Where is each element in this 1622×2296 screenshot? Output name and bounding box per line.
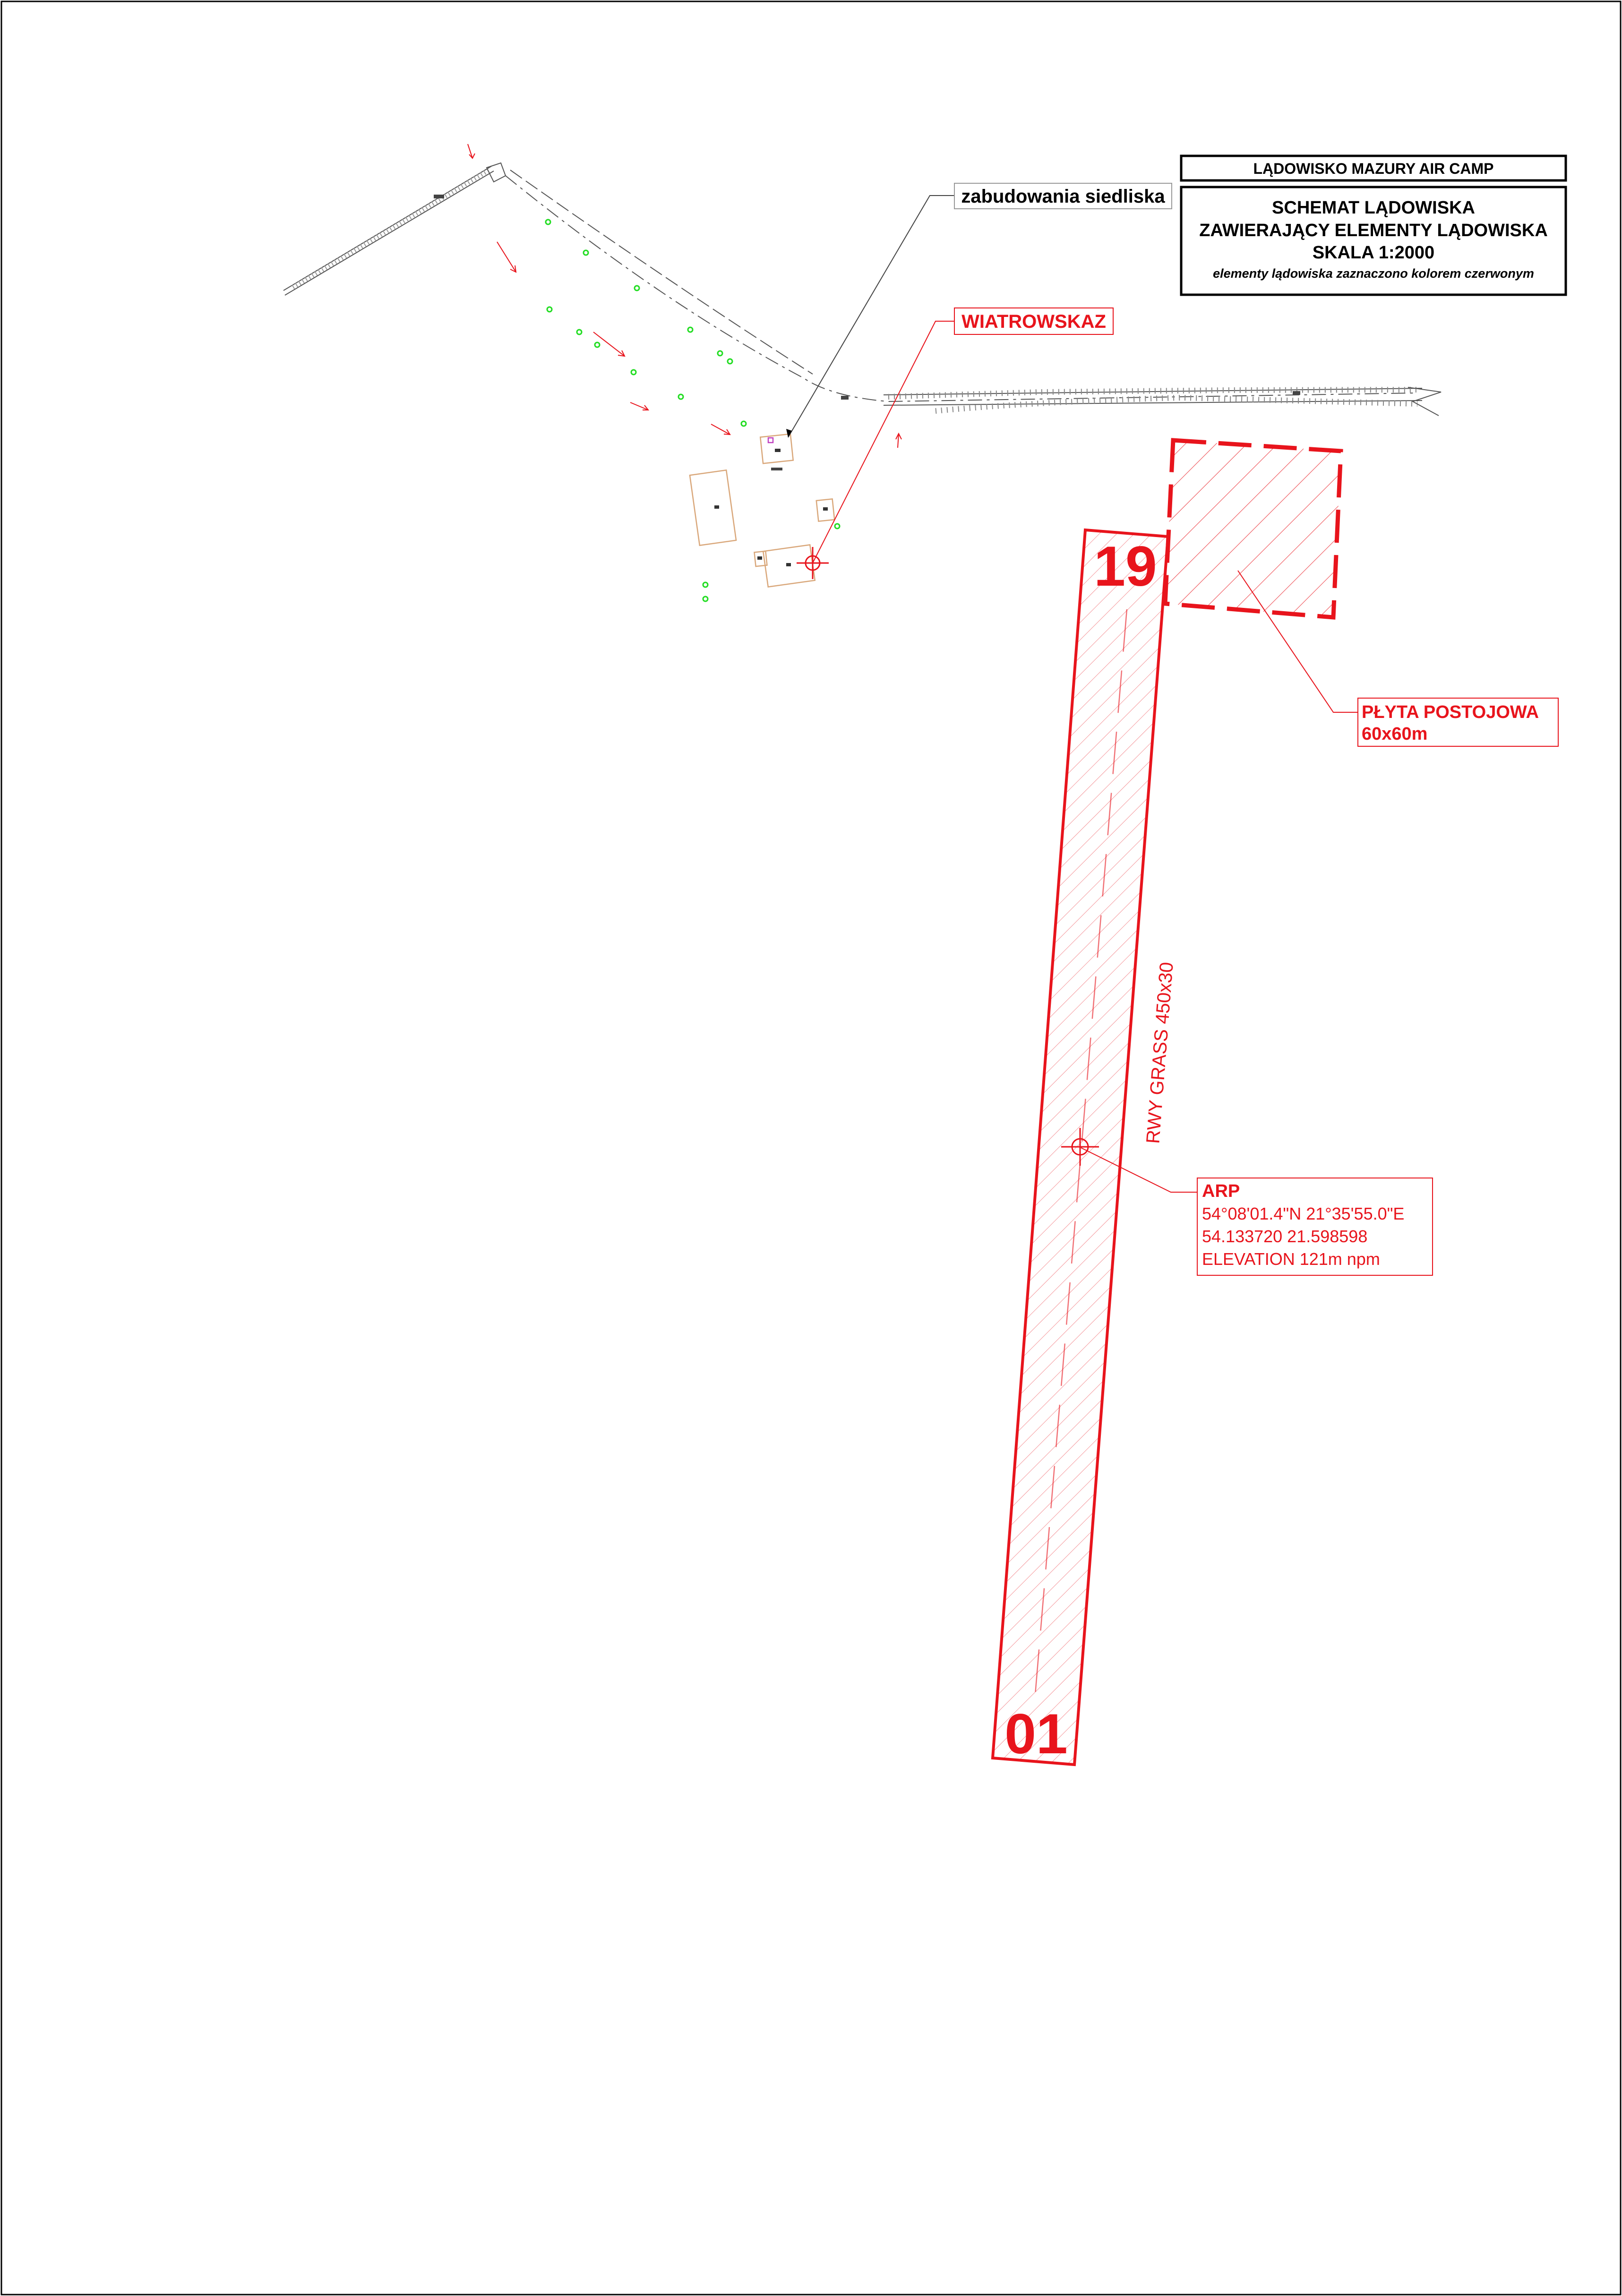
trees [546,220,840,601]
callout-windsock-text: WIATROWSKAZ [961,311,1106,332]
title-line-1: SCHEMAT LĄDOWISKA [1272,198,1475,218]
runway-label: RWY GRASS 450x30 [1142,961,1177,1144]
runway-designator-19: 19 [1094,535,1157,598]
callout-windsock [954,308,1113,334]
apron [1165,440,1341,617]
leader-buildings [788,196,954,437]
leader-windsock [813,321,954,563]
title-header: LĄDOWISKO MAZURY AIR CAMP [1253,160,1494,177]
callout-arp [1197,1178,1433,1275]
title-line-2: ZAWIERAJĄCY ELEMENTY LĄDOWISKA [1199,221,1548,240]
callout-buildings-text: zabudowania siedliska [961,186,1165,207]
title-scale: SKALA 1:2000 [1312,243,1435,263]
title-block [1181,156,1566,295]
road-markers [434,195,1300,470]
sheet-border [1,1,1621,2295]
arp-dms: 54°08'01.4"N 21°35'55.0"E [1202,1204,1405,1223]
callout-apron-size: 60x60m [1362,724,1428,744]
runway-designator-01: 01 [1004,1702,1068,1766]
arp-decimal: 54.133720 21.598598 [1202,1227,1368,1246]
building-marker [768,438,773,443]
arp-title: ARP [1202,1181,1240,1201]
direction-arrows [468,144,901,448]
title-note: elementy lądowiska zaznaczono kolorem czerwonym [1213,266,1534,281]
callout-buildings [954,183,1172,209]
callout-apron-title: PŁYTA POSTOJOWA [1362,702,1539,722]
windsock-crosshair-icon [797,547,829,579]
arp-elevation: ELEVATION 121m npm [1202,1249,1380,1269]
callout-apron [1358,698,1558,746]
